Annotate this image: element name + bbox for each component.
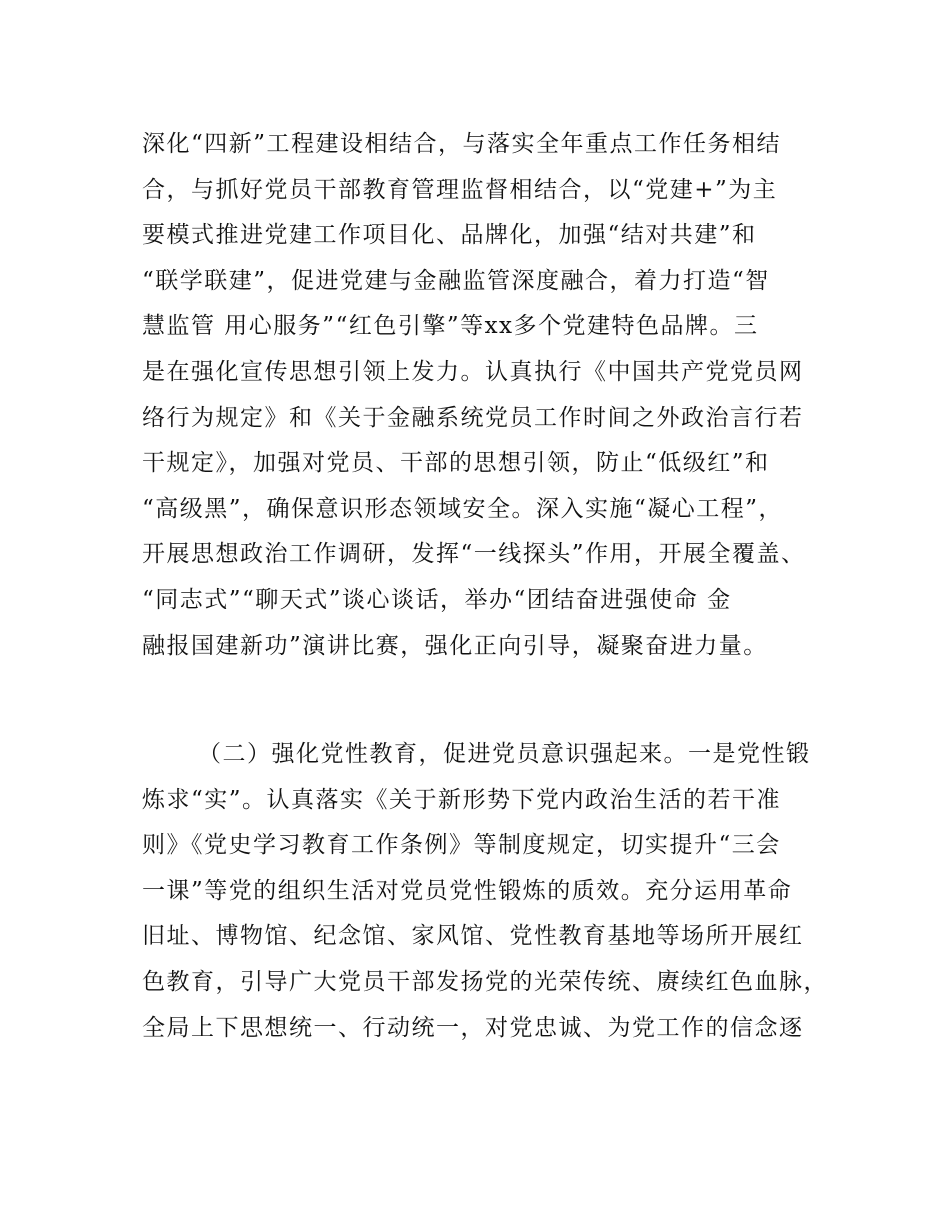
- paragraph-2: [142, 732, 828, 1051]
- text-line: 开展思想政治工作调研，发挥“一线探头”作用，开展全覆盖、: [142, 541, 806, 568]
- text-line-indented: （二）强化党性教育，促进党员意识强起来。一是党性锻: [198, 741, 811, 767]
- text-line: 全局上下思想统一、行动统一，对党忠诚、为党工作的信念逐: [142, 1014, 804, 1041]
- text-line: 深化“四新”工程建设相结合，与落实全年重点工作任务相结: [142, 131, 782, 157]
- text-line: 则》《党史学习教育工作条例》等制度规定，切实提升“三会: [142, 832, 781, 859]
- text-line: “联学联建”，促进党建与金融监管深度融合，着力打造“智: [142, 267, 770, 294]
- text-line: “高级黑”，确保意识形态领域安全。深入实施“凝心工程”，: [142, 495, 784, 522]
- text-line: 干规定》，加强对党员、干部的思想引领，防止“低级红”和: [142, 450, 770, 477]
- text-line: “同志式”“聊天式”谈心谈话，举办“团结奋进强使命 金: [142, 586, 732, 613]
- text-line: 旧址、博物馆、纪念馆、家风馆、党性教育基地等场所开展红: [142, 923, 804, 950]
- text-line: 一课”等党的组织生活对党员党性锻炼的质效。充分运用革命: [142, 877, 793, 904]
- paragraph-1: [142, 122, 822, 669]
- text-line: 是在强化宣传思想引领上发力。认真执行《中国共产党党员网: [142, 358, 804, 385]
- text-line: 络行为规定》和《关于金融系统党员工作时间之外政治言行若: [142, 404, 804, 431]
- text-line: 融报国建新功”演讲比赛，强化正向引导，凝聚奋进力量。: [142, 632, 768, 659]
- text-line: 要模式推进党建工作项目化、品牌化，加强“结对共建”和: [142, 222, 757, 249]
- text-line: 炼求“实”。认真落实《关于新形势下党内政治生活的若干准: [142, 786, 782, 813]
- text-line: 慧监管 用心服务”“红色引擎”等xx多个党建特色品牌。三: [142, 313, 759, 340]
- text-line: 色教育，引导广大党员干部发扬党的光荣传统、赓续红色血脉，: [142, 968, 828, 995]
- text-line: 合，与抓好党员干部教育管理监督相结合，以“党建+”为主: [142, 176, 778, 203]
